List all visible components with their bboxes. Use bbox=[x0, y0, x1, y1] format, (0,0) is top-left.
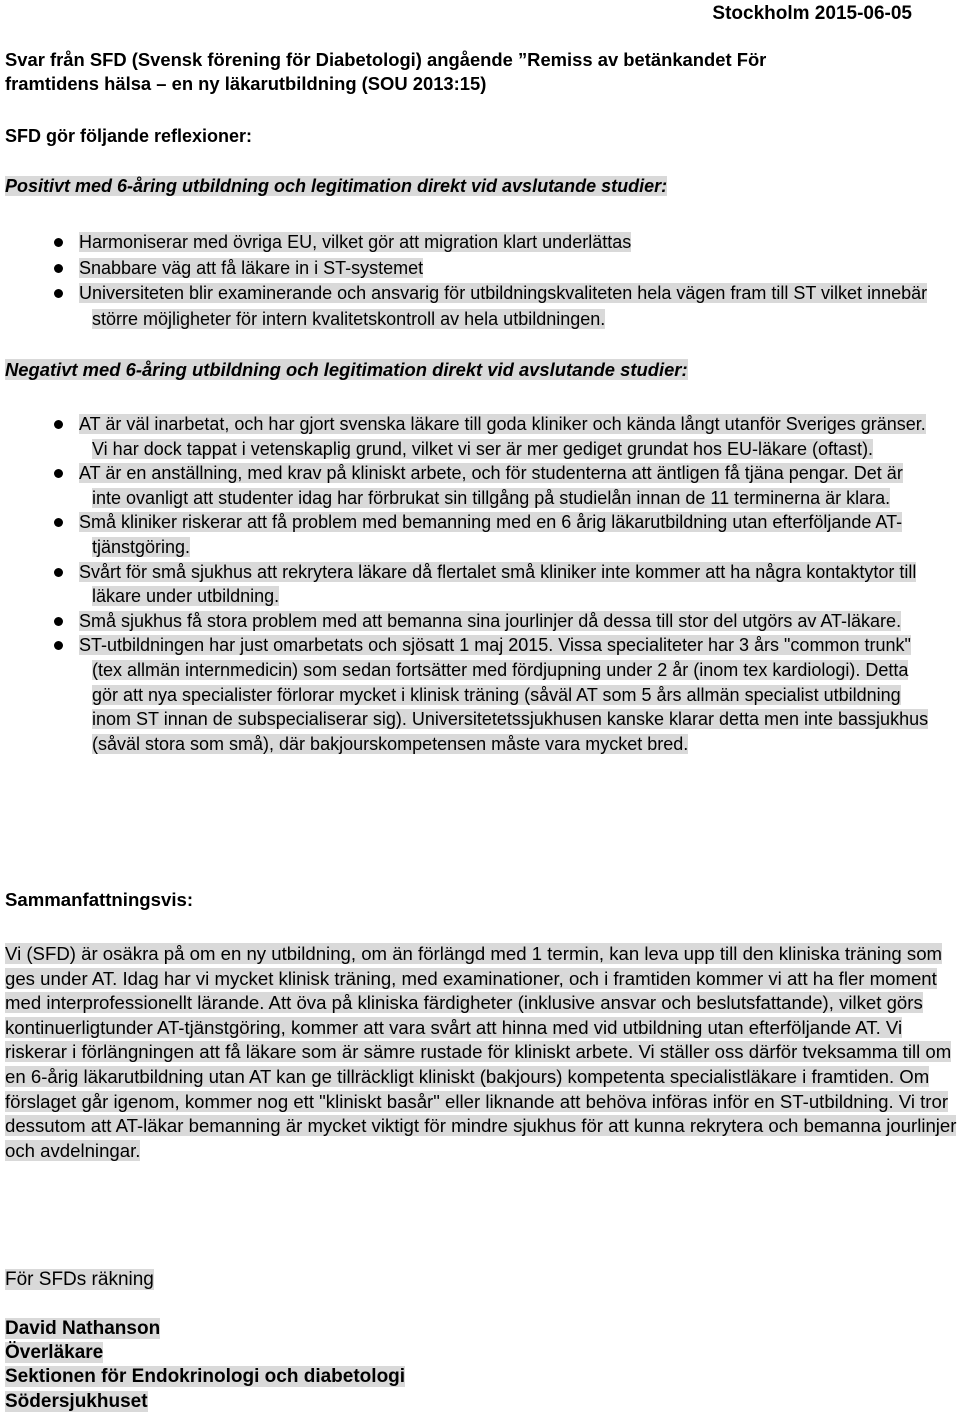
list-item-text: Harmoniserar med övriga EU, vilket gör att migration klart underlättas bbox=[79, 232, 632, 252]
list-item-text: Små kliniker riskerar att få problem med bemanning med en 6 årig läkarutbildning utan efterföljande AT-tjänstgöring. bbox=[79, 512, 903, 557]
list-item-text: Svårt för små sjukhus att rekrytera läkare då flertalet små kliniker inte kommer att ha några kontaktytor till läkare under utbildning. bbox=[79, 561, 917, 607]
intro-heading: SFD gör följande reflexioner: bbox=[5, 126, 253, 146]
summary-heading: Sammanfattningsvis: bbox=[5, 889, 194, 910]
negative-heading bbox=[5, 358, 688, 382]
bullet-icon bbox=[54, 641, 63, 650]
list-item-text: Snabbare väg att få läkare in i ST-systemet bbox=[79, 257, 424, 278]
bullet-icon bbox=[54, 469, 63, 478]
positive-heading bbox=[5, 174, 667, 198]
signer-role: Överläkare bbox=[5, 1342, 104, 1364]
letter-date: Stockholm 2015-06-05 bbox=[712, 3, 912, 24]
positive-list bbox=[0, 230, 930, 332]
list-item bbox=[0, 510, 930, 559]
list-item-text: ST-utbildningen har just omarbetats och sjösatt 1 maj 2015. Vissa specialiteter har 3 års "common trunk" (tex allmän internmedicin) som sedan fortsätter med fördjupning under 2 år (inom tex kardiologi). Detta gör att nya specialister förlorar mycket i klinisk träning (såväl AT som 5 års allmän specialist utbildning inom ST innan de subspecialiserar sig). Universitetetssjukhusen kanske klarar detta men inte bassjukhus (såväl stora som små), där bakjourskompetensen måste vara mycket bred. bbox=[79, 635, 929, 754]
bullet-icon bbox=[54, 420, 63, 429]
bullet-icon bbox=[54, 289, 63, 298]
title-line-1: Svar från SFD (Svensk förening för Diabetologi) angående ”Remiss av betänkandet För bbox=[5, 49, 767, 70]
list-item-text: AT är en anställning, med krav på kliniskt arbete, och för studenterna att äntligen få tjäna pengar. Det är inte ovanligt att studenter idag har förbrukat sin tillgång på studielån innan de 11 terminerna är klara. bbox=[79, 463, 903, 508]
summary-text: Vi (SFD) är osäkra på om en ny utbildning, om än förlängd med 1 termin, kan leva upp till den kliniska träning som ges under AT. Idag har vi mycket klinisk träning, med examinationer, och i framtiden kommer vi att ha fler moment med interprofessionellt lärande. Att öva på kliniska färdigheter (inklusive ansvar och beslutsfattande), vilket görs kontinuerligtunder AT-tjänstgöring, kommer att vara svårt att hinna med vid utbildning utan efterföljande AT. Vi riskerar i förlängningen att få läkare som är sämre rustade för kliniskt arbete. Vi ställer oss därför tveksamma till om en 6-årig läkarutbildning utan AT kan ge tillräckligt kliniskt (bakjours) kompetenta specialistläkare i framtiden. Om förslaget går igenom, kommer nog ett "kliniskt basår" eller liknande att behöva införas inför en ST-utbildning. Vi tror dessutom att AT-läkar bemanning är mycket viktigt för mindre sjukhus för att kunna rekrytera och bemanna jourlinjer och avdelningar. bbox=[5, 943, 957, 1161]
bullet-icon bbox=[54, 238, 63, 247]
summary-paragraph bbox=[5, 942, 960, 1163]
list-item bbox=[0, 609, 930, 634]
signer-name: David Nathanson bbox=[5, 1318, 161, 1339]
list-item bbox=[0, 256, 930, 282]
list-item bbox=[0, 560, 930, 609]
list-item bbox=[0, 281, 930, 332]
signer-section: Sektionen för Endokrinologi och diabetologi bbox=[5, 1366, 406, 1388]
signature-block bbox=[5, 1317, 405, 1414]
positive-heading-text: Positivt med 6-åring utbildning och legitimation direkt vid avslutande studier: bbox=[5, 176, 668, 196]
bullet-icon bbox=[54, 617, 63, 626]
letter-title bbox=[5, 48, 766, 96]
negative-list bbox=[0, 412, 930, 756]
bullet-icon bbox=[54, 264, 63, 273]
list-item bbox=[0, 412, 930, 461]
signer-hospital: Södersjukhuset bbox=[5, 1390, 148, 1412]
list-item-text: Små sjukhus få stora problem med att bemanna sina jourlinjer då dessa till stor del utgörs av AT-läkare. bbox=[79, 610, 902, 631]
title-line-2: framtidens hälsa – en ny läkarutbildning (SOU 2013:15) bbox=[5, 73, 487, 94]
bullet-icon bbox=[54, 568, 63, 577]
list-item bbox=[0, 633, 930, 756]
on-behalf-text: För SFDs räkning bbox=[5, 1269, 154, 1290]
list-item bbox=[0, 230, 930, 256]
on-behalf bbox=[5, 1268, 154, 1292]
list-item-text: Universiteten blir examinerande och ansvarig för utbildningskvaliteten hela vägen fram till ST vilket innebär större möjligheter för intern kvalitetskontroll av hela utbildningen. bbox=[79, 283, 928, 329]
list-item bbox=[0, 461, 930, 510]
list-item-text: AT är väl inarbetat, och har gjort svenska läkare till goda kliniker och kända långt utanför Sveriges gränser. Vi har dock tappat i vetenskaplig grund, vilket vi ser är mer gediget grundat hos EU-läkare (oftast). bbox=[79, 414, 926, 459]
bullet-icon bbox=[54, 518, 63, 527]
negative-heading-text: Negativt med 6-åring utbildning och legitimation direkt vid avslutande studier: bbox=[5, 359, 688, 380]
